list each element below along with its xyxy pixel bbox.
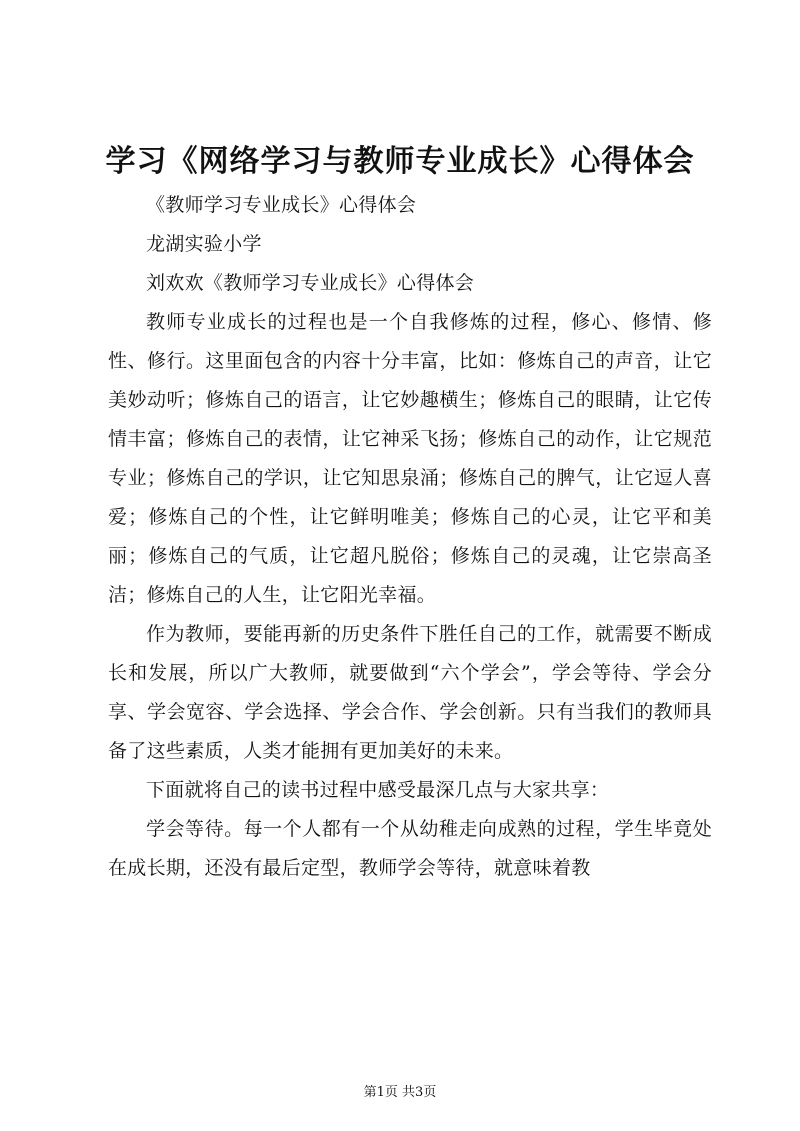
paragraph-subtitle: 《教师学习专业成长》心得体会 xyxy=(146,194,417,216)
paragraph-body: 教师专业成长的过程也是一个自我修炼的过程，修心、修情、修性、修行。这里面包含的内容十分丰富，比如：修炼自己的声音，让它美妙动听；修炼自己的语言，让它妙趣横生；修炼自己的眼睛，让它传情丰富；修炼自己的表情，让它神采飞扬；修炼自己的动作，让它规范专业；修炼自己的学识，让它知思泉涌；修炼自己的脾气，让它逗人喜爱；修炼自己的个性，让它鲜明唯美；修炼自己的心灵，让它平和美丽；修炼自己的气质，让它超凡脱俗；修炼自己的灵魂，让它崇高圣洁；修炼自己的人生，让它阳光幸福。 xyxy=(108,311,712,606)
page-footer: 第1页 共3页 xyxy=(363,1085,437,1100)
paragraph-body: 作为教师，要能再新的历史条件下胜任自己的工作，就需要不断成长和发展，所以广大教师，就要做到“六个学会”，学会等待、学会分享、学会宽容、学会选择、学会合作、学会创新。只有当我们的教师具备了这些素质，人类才能拥有更加美好的未来。 xyxy=(108,623,712,762)
document-body xyxy=(108,186,712,888)
paragraph-author: 刘欢欢《教师学习专业成长》心得体会 xyxy=(146,272,475,294)
paragraph-body: 下面就将自己的读书过程中感受最深几点与大家共享： xyxy=(146,779,610,801)
paragraph-school: 龙湖实验小学 xyxy=(146,233,262,255)
document-title: 学习《网络学习与教师专业成长》心得体会 xyxy=(105,144,695,179)
paragraph-body: 学会等待。每一个人都有一个从幼稚走向成熟的过程，学生毕竟处在成长期，还没有最后定型，教师学会等待，就意味着教 xyxy=(108,818,712,879)
